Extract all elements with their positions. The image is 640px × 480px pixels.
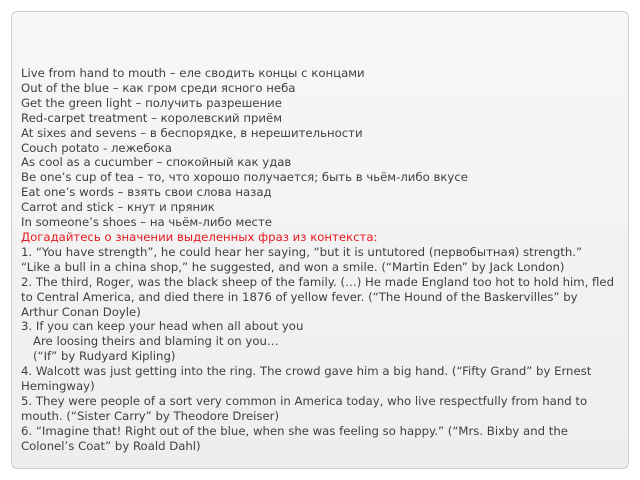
idiom-item: Carrot and stick – кнут и пряник [21,200,215,215]
example-1-continued: “Like a bull in a china shop,” he suggested, and won a smile. (“Martin Eden” by Jack London) [21,259,565,274]
example-1: 1. “You have strength”, he could hear her saying, “but it is untutored (первобытная) strength.” [21,244,583,259]
idiom-item: Live from hand to mouth – еле сводить концы с концами [21,66,365,80]
idiom-item: Red-carpet treatment – королевский приём [21,110,283,125]
example-3-line-2: Are loosing theirs and blaming it on you… [33,334,279,349]
example-3-source: (“If” by Rudyard Kipling) [33,349,176,364]
task-prompt: Догадайтесь о значении выделенных фраз из контекста: [21,229,378,244]
example-2: 2. The third, Roger, was the black sheep of the family. (…) He made England too hot to hold him, fled to Central America, and died there in 1876 of yellow fever. (“The Hound of the Baskervilles” by Arthur Conan Doyle) [21,274,615,319]
idiom-item: Be one’s cup of tea – то, что хорошо получается; быть в чьём-либо вкусе [21,170,468,185]
idiom-item: At sixes and sevens – в беспорядке, в нерешительности [21,125,363,140]
idiom-item: Eat one’s words – взять свои слова назад [21,185,272,200]
idiom-item: Couch potato - лежебока [21,140,172,155]
idiom-item: In someone’s shoes – на чьём-либо месте [21,215,272,230]
slide-content [21,66,616,454]
idiom-item: Get the green light – получить разрешение [21,95,282,110]
idiom-list [21,66,616,230]
idiom-item: As cool as a cucumber – спокойный как удав [21,155,292,170]
example-5: 5. They were people of a sort very common in America today, who live respectfully from hand to mouth. (“Sister Carry” by Theodore Dreiser) [21,393,588,423]
example-6: 6. “Imagine that! Right out of the blue, when she was feeling so happy.” (“Mrs. Bixby and the Colonel’s Coat” by Roald Dahl) [21,423,568,453]
example-3: 3. If you can keep your head when all about you [21,319,304,334]
example-list [21,245,616,454]
example-4: 4. Walcott was just getting into the ring. The crowd gave him a big hand. (“Fifty Grand” by Ernest Hemingway) [21,364,592,394]
idiom-item: Out of the blue – как гром среди ясного неба [21,80,296,95]
